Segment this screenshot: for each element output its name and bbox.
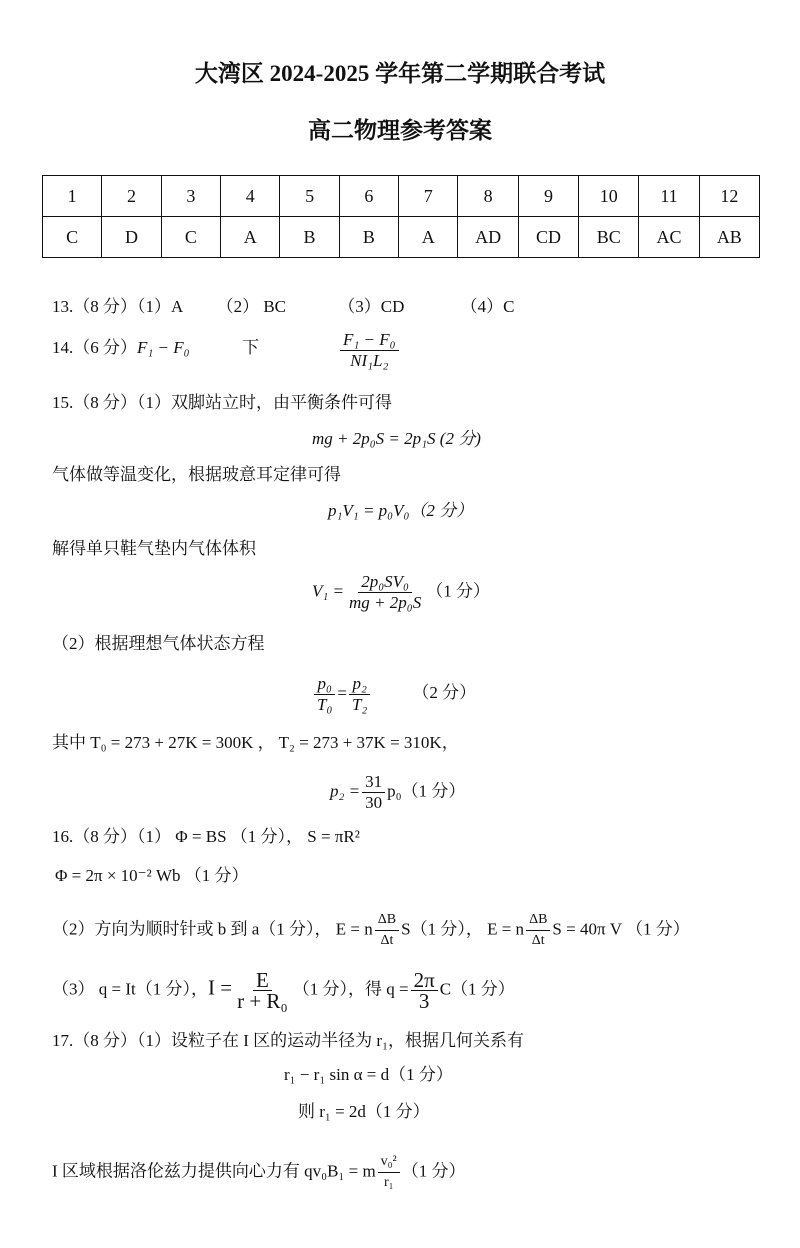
denominator: r₁ xyxy=(383,1175,394,1190)
answer-cell: BC xyxy=(579,217,639,258)
q17-line2: r₁ − r₁ sin α = d（1 分） xyxy=(284,1065,453,1084)
answer-cell: AB xyxy=(699,217,759,258)
numerator: v₀² xyxy=(378,1152,400,1173)
denominator: 30 xyxy=(365,793,383,812)
q15-eq5 xyxy=(330,772,465,813)
q15-eq1 xyxy=(312,428,481,450)
denominator: mg + 2p₀S xyxy=(349,593,422,612)
q14-label: 14.（6 分） xyxy=(52,338,137,357)
equation: p₁V₁ = p₀V₀（2 分） xyxy=(328,501,474,520)
text: S（1 分）， E = n xyxy=(401,919,525,939)
doc-subtitle: 高二物理参考答案 xyxy=(308,118,492,143)
q13-part1: （1）A xyxy=(137,297,183,316)
question-number-cell: 7 xyxy=(399,176,458,217)
text: S = 40π V （1 分） xyxy=(552,919,690,939)
points: （1 分） xyxy=(401,1161,466,1181)
q16-line1: 16.（8 分）（1） Φ = BS （1 分）， S = πR² xyxy=(52,827,360,846)
q17-line4 xyxy=(52,1152,466,1193)
question-number-cell: 5 xyxy=(280,176,339,217)
question-number-cell: 12 xyxy=(699,176,759,217)
denominator: r + R₀ xyxy=(237,989,288,1013)
answer-cell: B xyxy=(280,217,339,258)
q17-line3: 则 r₁ = 2d（1 分） xyxy=(298,1102,430,1121)
answer-cell: AD xyxy=(458,217,518,258)
answer-cell: AC xyxy=(639,217,699,258)
q15-text5: 其中 T₀ = 273 + 27K = 300K ， T₂ = 273 + 37K = 310K， xyxy=(52,733,459,752)
q13-part4: （4）C xyxy=(460,297,515,316)
numerator: 2p₀SV₀ xyxy=(361,572,409,591)
equals: = xyxy=(337,683,347,703)
question-number-cell: 1 xyxy=(43,176,102,217)
answer-row xyxy=(43,217,760,258)
lhs: I = xyxy=(207,975,233,1000)
numerator: ΔB xyxy=(526,910,550,931)
question-number-cell: 11 xyxy=(639,176,699,217)
numerator: p₀ xyxy=(317,674,332,693)
answer-cell: CD xyxy=(518,217,578,258)
denominator: 3 xyxy=(418,989,430,1013)
q15-text3: 解得单只鞋气垫内气体体积 xyxy=(52,539,256,558)
answer-cell: C xyxy=(43,217,102,258)
q13-part2: （2） BC xyxy=(216,297,287,316)
q17-line1: 17.（8 分）（1）设粒子在 I 区的运动半径为 r₁，根据几何关系有 xyxy=(52,1031,524,1050)
rhs: p₀（1 分） xyxy=(387,781,466,801)
denominator: T₂ xyxy=(351,695,368,714)
q13-label: 13.（8 分） xyxy=(52,297,137,316)
q13-part3: （3）CD xyxy=(338,297,405,316)
doc-title: 大湾区 2024-2025 学年第二学期联合考试 xyxy=(194,61,606,86)
numerator: E xyxy=(253,970,272,991)
denominator: T₀ xyxy=(317,695,333,714)
q15-eq4 xyxy=(312,674,476,715)
points: （2 分） xyxy=(412,683,477,703)
choice-answer-table xyxy=(42,175,760,258)
q16-line4 xyxy=(52,970,515,1011)
question-number-cell: 9 xyxy=(518,176,578,217)
q15-eq2 xyxy=(328,500,473,522)
question-number-cell: 4 xyxy=(221,176,280,217)
answer-cell: A xyxy=(399,217,458,258)
q16-line2: Φ = 2π × 10⁻² Wb （1 分） xyxy=(55,866,249,885)
question-number-cell: 10 xyxy=(579,176,639,217)
numerator: 2π xyxy=(411,970,438,991)
answer-cell: D xyxy=(102,217,161,258)
lhs: p₂ = xyxy=(330,781,361,801)
denominator: Δt xyxy=(531,933,545,948)
q14-line xyxy=(52,337,259,359)
q15-eq3 xyxy=(312,572,490,613)
q15-intro: 15.（8 分）（1）双脚站立时，由平衡条件可得 xyxy=(52,393,392,412)
q14-answer1: F₁ − F₀ xyxy=(137,338,190,357)
question-number-row xyxy=(43,176,760,217)
question-number-cell: 2 xyxy=(102,176,161,217)
q13-line xyxy=(52,296,515,318)
denominator: NI₁L₂ xyxy=(350,351,389,370)
numerator: F₁ − F₀ xyxy=(343,330,396,349)
q15-text2: 气体做等温变化，根据玻意耳定律可得 xyxy=(52,465,341,484)
q14-answer3-fraction xyxy=(340,330,399,371)
q16-line3 xyxy=(52,910,690,951)
question-number-cell: 6 xyxy=(339,176,398,217)
answer-cell: A xyxy=(221,217,280,258)
answer-cell: B xyxy=(339,217,398,258)
numerator: 31 xyxy=(362,772,385,793)
text: C（1 分） xyxy=(439,979,515,999)
denominator: Δt xyxy=(380,933,394,948)
text: （2）方向为顺时针或 b 到 a（1 分）， E = n xyxy=(52,919,373,939)
lhs: V₁ = xyxy=(312,581,345,601)
text: （3） q = It（1 分）， xyxy=(52,979,208,999)
text: I 区域根据洛伦兹力提供向心力有 qv₀B₁ = m xyxy=(52,1161,376,1181)
question-number-cell: 3 xyxy=(161,176,220,217)
text: （1 分），得 q = xyxy=(292,979,409,999)
answer-cell: C xyxy=(161,217,220,258)
points: （1 分） xyxy=(426,581,490,601)
question-number-cell: 8 xyxy=(458,176,518,217)
numerator: p₂ xyxy=(352,674,367,693)
equation: mg + 2p₀S = 2p₁S (2 分) xyxy=(312,429,481,448)
q15-text4: （2）根据理想气体状态方程 xyxy=(52,634,265,653)
numerator: ΔB xyxy=(375,910,399,931)
q14-answer2: 下 xyxy=(242,338,259,357)
